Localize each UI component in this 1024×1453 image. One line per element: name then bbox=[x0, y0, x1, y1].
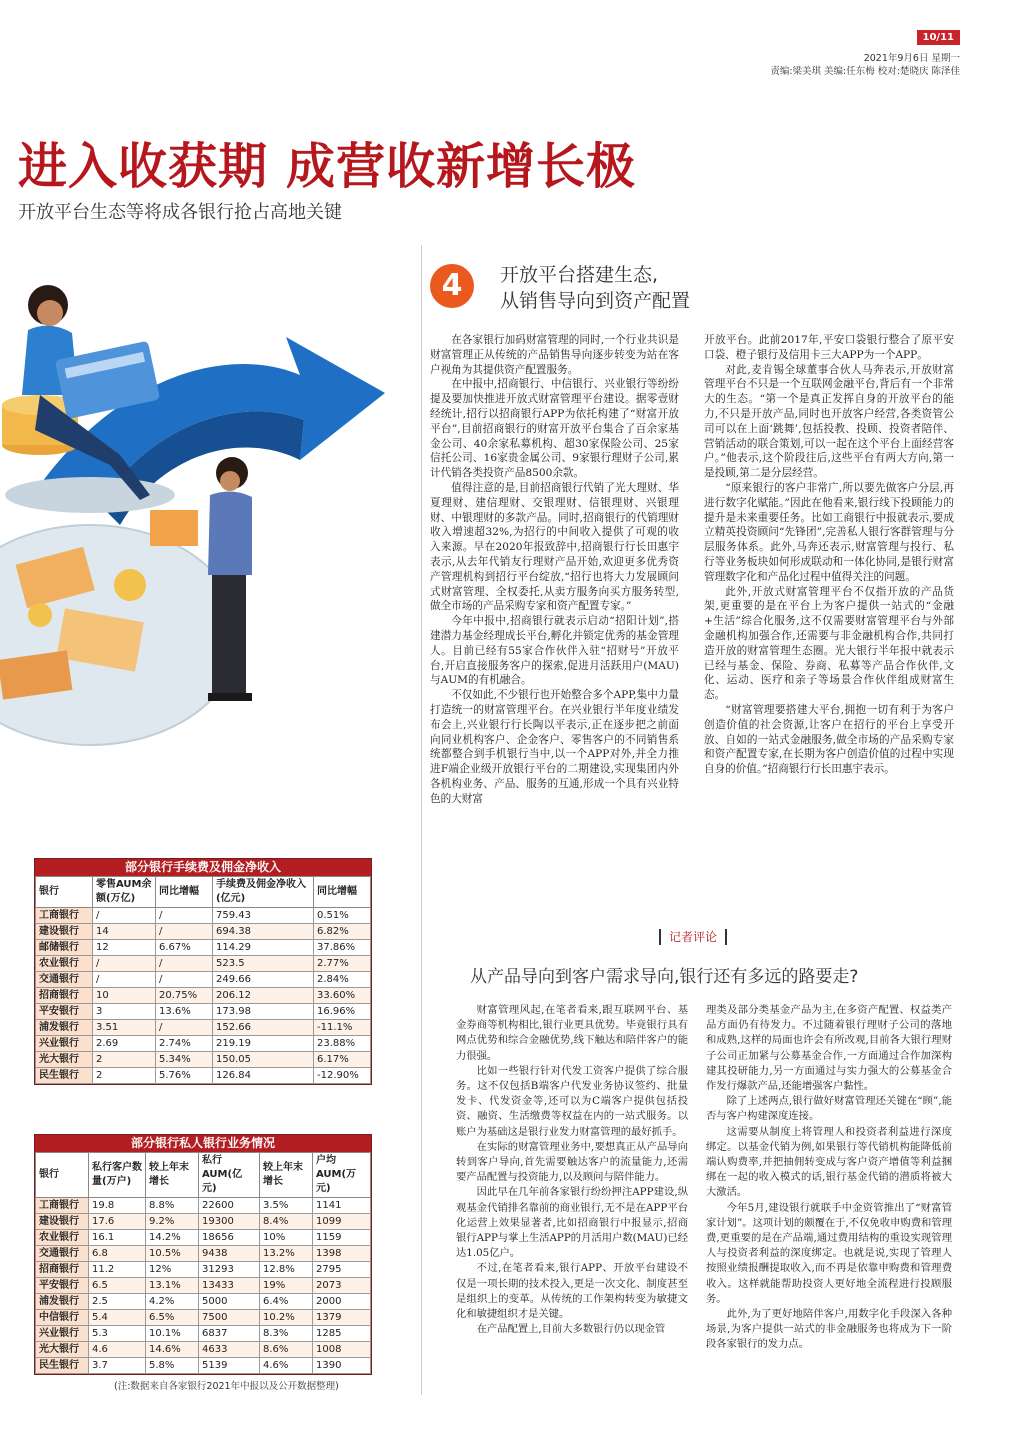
table-cell: 33.60% bbox=[314, 988, 371, 1004]
table-cell: / bbox=[93, 956, 156, 972]
table-cell: 10.2% bbox=[260, 1310, 313, 1326]
section-heading-line1: 开放平台搭建生态, bbox=[500, 264, 659, 286]
paragraph: “原来银行的客户非常广,所以要先做客户分层,再进行数字化赋能。”因此在他看来,银行线下投顾能力的提升是未来重要任务。比如工商银行中报就表示,要成立精英投资顾问“先锋团”,完善私人银行客群管理与分层服务体系。此外,马奔还表示,财富管理与投行、私行等业务板块如何形成联动和一体化协同,是银行财富管理数字化和产品化过程中值得关注的问题。 bbox=[704, 481, 954, 583]
table-row bbox=[36, 1342, 371, 1358]
table-row bbox=[36, 956, 371, 972]
paragraph: 此外,为了更好地陪伴客户,用数字化手段深入各种场景,为客户提供一站式的非金融服务也将成为下一阶段各家银行的发力点。 bbox=[706, 1308, 952, 1351]
column-divider bbox=[421, 245, 422, 1395]
table-row bbox=[36, 1020, 371, 1036]
table-row bbox=[36, 988, 371, 1004]
bank-name-cell: 浦发银行 bbox=[36, 1020, 93, 1036]
column-header: 零售AUM余额(万亿) bbox=[93, 877, 156, 908]
bank-name-cell: 建设银行 bbox=[36, 1214, 89, 1230]
paragraph: 今年中报中,招商银行就表示启动“招阳计划”,搭建潜力基金经理成长平台,孵化并锁定优秀的基金管理人。目前已经有55家合作伙伴入驻“招财号”开放平台,开启直接服务客户的探索,促进月活跃用户(MAU)与AUM的有机融合。 bbox=[430, 615, 679, 687]
table-row bbox=[36, 1052, 371, 1068]
table-cell: 9438 bbox=[199, 1246, 260, 1262]
paragraph: 因此早在几年前各家银行纷纷押注APP建设,纵观基金代销排名靠前的商业银行,无不是在APP平台化运营上效果显著者,比如招商银行中报显示,招商银行APP与掌上生活APP的月活用户数(MAU)已经达1.05亿户。 bbox=[456, 1186, 688, 1260]
table-cell: 2073 bbox=[313, 1278, 371, 1294]
paragraph: 财富管理风起,在笔者看来,跟互联网平台、基金券商等机构相比,银行业更具优势。毕竟银行具有网点优势和综合金融优势,线下触达和陪伴客户的能力很强。 bbox=[456, 1004, 688, 1062]
table-cell: 8.4% bbox=[260, 1214, 313, 1230]
table-cell: 1099 bbox=[313, 1214, 371, 1230]
bank-name-cell: 交通银行 bbox=[36, 972, 93, 988]
table-row bbox=[36, 1198, 371, 1214]
paragraph: 不仅如此,不少银行也开始整合多个APP,集中力量打造统一的财富管理平台。在兴业银行半年度业绩发布会上,兴业银行行长陶以平表示,正在逐步把之前面向同业机构客户、企金客户、零售客户的不同销售系统都整合到手机银行当中,以一个APP对外,并全力推进F端企业级开放银行平台的二期建设,实现集团内外各机构业务、产品、服务的互通,形成一个具有兴业特色的大财富 bbox=[430, 689, 679, 805]
table-row bbox=[36, 1246, 371, 1262]
table-cell: 759.43 bbox=[213, 908, 314, 924]
table-cell: 31293 bbox=[199, 1262, 260, 1278]
table-row bbox=[36, 1004, 371, 1020]
table-cell: 4.6 bbox=[89, 1342, 146, 1358]
table-cell: 3.7 bbox=[89, 1358, 146, 1374]
article-column-2 bbox=[704, 333, 954, 777]
table-cell: 19% bbox=[260, 1278, 313, 1294]
column-header: 户均AUM(万元) bbox=[313, 1153, 371, 1198]
table-cell: / bbox=[156, 972, 213, 988]
table-row bbox=[36, 1278, 371, 1294]
bank-name-cell: 邮储银行 bbox=[36, 940, 93, 956]
page-subtitle: 开放平台生态等将成各银行抢占高地关键 bbox=[18, 202, 342, 223]
table-row bbox=[36, 1358, 371, 1374]
table-cell: 7500 bbox=[199, 1310, 260, 1326]
table-cell: 3.51 bbox=[93, 1020, 156, 1036]
table-cell: 694.38 bbox=[213, 924, 314, 940]
bank-name-cell: 民生银行 bbox=[36, 1068, 93, 1084]
table-cell: 19300 bbox=[199, 1214, 260, 1230]
bank-name-cell: 农业银行 bbox=[36, 1230, 89, 1246]
table-row bbox=[36, 1068, 371, 1084]
table-cell: 19.8 bbox=[89, 1198, 146, 1214]
table-cell: 1379 bbox=[313, 1310, 371, 1326]
table-row bbox=[36, 1326, 371, 1342]
table-cell: 5.3 bbox=[89, 1326, 146, 1342]
table-row bbox=[36, 972, 371, 988]
table-cell: 114.29 bbox=[213, 940, 314, 956]
table-cell: 14 bbox=[93, 924, 156, 940]
table-cell: 13433 bbox=[199, 1278, 260, 1294]
table-cell: 20.75% bbox=[156, 988, 213, 1004]
table-row bbox=[36, 1230, 371, 1246]
paragraph: 理类及部分类基金产品为主,在多资产配置、权益类产品方面仍有待发力。不过随着银行理财子公司的落地和成熟,这样的局面也许会有所改观,目前各大银行理财子公司正加紧与公募基金合作,一方面通过合作加深构建其投研能力,另一方面通过与实力强大的公募基金合作发行爆款产品,还能增强客户黏性。 bbox=[706, 1004, 952, 1093]
bank-name-cell: 中信银行 bbox=[36, 1310, 89, 1326]
paragraph: 此外,开放式财富管理平台不仅指开放的产品货架,更重要的是在平台上为客户提供一站式的“金融+生活”综合化服务,这不仅需要财富管理平台与外部金融机构加强合作,还需要与非金融机构合作,共同打造开放的财富管理生态圈。光大银行半年报中就表示已经与基金、保险、券商、私募等产品合作伙伴,文化、运动、医疗和亲子等场景合作伙伴组成财富生态。 bbox=[704, 585, 954, 702]
table-cell: 12 bbox=[93, 940, 156, 956]
bank-name-cell: 招商银行 bbox=[36, 1262, 89, 1278]
illustration bbox=[0, 255, 420, 755]
table-cell: 6.17% bbox=[314, 1052, 371, 1068]
column-header: 较上年末增长 bbox=[146, 1153, 199, 1198]
page-number: 10/11 bbox=[917, 30, 960, 45]
table-cell: / bbox=[93, 972, 156, 988]
article-column-1 bbox=[430, 333, 679, 807]
table-body bbox=[36, 908, 371, 1084]
commentary-tag: 记者评论 bbox=[659, 929, 727, 945]
table-cell: / bbox=[156, 908, 213, 924]
paragraph: 在实际的财富管理业务中,要想真正从产品导向转到客户导向,首先需要触达客户的流量能力,还需要产品配置与投资能力,以及顾问与陪伴能力。 bbox=[456, 1140, 688, 1184]
table-cell: 150.05 bbox=[213, 1052, 314, 1068]
table-cell: 13.6% bbox=[156, 1004, 213, 1020]
paragraph: 对此,麦肯锡全球董事合伙人马奔表示,开放财富管理平台不只是一个互联网金融平台,背后有一个非常大的生态。“第一个是真正发挥自身的开放平台的能力,不只是开放产品,同时也开放客户经营,各类资管公司可以在上面‘跳舞’,包括投教、投顾、投资者陪伴、营销活动的联合策划,可以一起在这个平台上面经营客户。”他表示,这个阶段往后,这些平台有两大方向,第一是投顾,第二是分层经营。 bbox=[704, 363, 954, 480]
column-header: 同比增幅 bbox=[314, 877, 371, 908]
table-title: 部分银行手续费及佣金净收入 bbox=[35, 859, 371, 876]
table-cell: 9.2% bbox=[146, 1214, 199, 1230]
table-cell: 1398 bbox=[313, 1246, 371, 1262]
commentary-column-2 bbox=[706, 1003, 952, 1353]
column-header: 较上年末增长 bbox=[260, 1153, 313, 1198]
table-row bbox=[36, 908, 371, 924]
table-cell: 6.67% bbox=[156, 940, 213, 956]
table-cell: 2.69 bbox=[93, 1036, 156, 1052]
table-cell: 13.1% bbox=[146, 1278, 199, 1294]
table-cell: 13.2% bbox=[260, 1246, 313, 1262]
table-cell: -11.1% bbox=[314, 1020, 371, 1036]
table-cell: 1390 bbox=[313, 1358, 371, 1374]
table-cell: 10 bbox=[93, 988, 156, 1004]
bank-name-cell: 民生银行 bbox=[36, 1358, 89, 1374]
table-cell: / bbox=[156, 1020, 213, 1036]
table-cell: 6.82% bbox=[314, 924, 371, 940]
table-cell: 1141 bbox=[313, 1198, 371, 1214]
table-cell: 8.3% bbox=[260, 1326, 313, 1342]
table-cell: 8.6% bbox=[260, 1342, 313, 1358]
paragraph: “财富管理要搭建大平台,拥抱一切有利于为客户创造价值的社会资源,让客户在招行的平台上享受开放、自如的一站式金融服务,做全市场的产品采购专家和资产配置专家,在长期为客户创造价值的过程中实现自身的价值。”招商银行行长田惠宇表示。 bbox=[704, 703, 954, 776]
table-cell: 2.77% bbox=[314, 956, 371, 972]
table-cell: 22600 bbox=[199, 1198, 260, 1214]
bank-name-cell: 平安银行 bbox=[36, 1004, 93, 1020]
paragraph: 在各家银行加码财富管理的同时,一个行业共识是财富管理正从传统的产品销售导向逐步转变为站在客户视角为其提供资产配置服务。 bbox=[430, 334, 679, 376]
table-cell: 23.88% bbox=[314, 1036, 371, 1052]
bank-name-cell: 平安银行 bbox=[36, 1278, 89, 1294]
bank-name-cell: 浦发银行 bbox=[36, 1294, 89, 1310]
header-meta bbox=[770, 52, 960, 78]
paragraph: 值得注意的是,目前招商银行代销了光大理财、华夏理财、建信理财、交银理财、信银理财、兴银理财、中银理财的多款产品。同时,招商银行的代销理财收入增速超32%,为招行的中间收入提供了可观的收入来源。早在2020年报致辞中,招商银行行长田惠宇表示,从去年代销友行理财产品开始,欢迎更多优秀资产管理机构到招行平台绽放,“招行也将大力发展顾问式财富管理、全权委托,从卖方服务向买方服务转型,做全市场的产品采购专家和资产配置专家。” bbox=[430, 481, 679, 613]
paragraph: 不过,在笔者看来,银行APP、开放平台建设不仅是一项长期的技术投入,更是一次文化、制度甚至是组织上的变革。从传统的工作架构转变为敏捷文化和敏捷组织才是关键。 bbox=[456, 1262, 688, 1321]
table-cell: 5.34% bbox=[156, 1052, 213, 1068]
table-cell: 6837 bbox=[199, 1326, 260, 1342]
column-header: 私行客户数量(万户) bbox=[89, 1153, 146, 1198]
table-cell: -12.90% bbox=[314, 1068, 371, 1084]
column-header: 手续费及佣金净收入(亿元) bbox=[213, 877, 314, 908]
table-cell: 5139 bbox=[199, 1358, 260, 1374]
table-cell: 1285 bbox=[313, 1326, 371, 1342]
section-number-badge: 4 bbox=[430, 264, 474, 308]
column-header: 同比增幅 bbox=[156, 877, 213, 908]
table-row bbox=[36, 924, 371, 940]
table-cell: 6.8 bbox=[89, 1246, 146, 1262]
table-cell: 5000 bbox=[199, 1294, 260, 1310]
fee-income-table bbox=[34, 858, 372, 1085]
section-heading bbox=[500, 262, 690, 314]
bank-name-cell: 兴业银行 bbox=[36, 1326, 89, 1342]
table-title: 部分银行私人银行业务情况 bbox=[35, 1135, 371, 1152]
table-cell: 0.51% bbox=[314, 908, 371, 924]
commentary-column-1 bbox=[456, 1003, 688, 1337]
table-cell: 126.84 bbox=[213, 1068, 314, 1084]
column-header: 私行AUM(亿元) bbox=[199, 1153, 260, 1198]
page-title: 进入收获期 成营收新增长极 bbox=[18, 137, 637, 195]
table-cell: 1008 bbox=[313, 1342, 371, 1358]
table-cell: 16.96% bbox=[314, 1004, 371, 1020]
table-cell: 206.12 bbox=[213, 988, 314, 1004]
table-cell: 5.4 bbox=[89, 1310, 146, 1326]
table-cell: 12% bbox=[146, 1262, 199, 1278]
table-cell: 152.66 bbox=[213, 1020, 314, 1036]
table-header-row bbox=[36, 877, 371, 908]
bank-name-cell: 光大银行 bbox=[36, 1342, 89, 1358]
table-cell: 37.86% bbox=[314, 940, 371, 956]
table-cell: 173.98 bbox=[213, 1004, 314, 1020]
table-row bbox=[36, 1214, 371, 1230]
bank-name-cell: 工商银行 bbox=[36, 1198, 89, 1214]
table-cell: / bbox=[156, 956, 213, 972]
table-row bbox=[36, 1262, 371, 1278]
paragraph: 在中报中,招商银行、中信银行、兴业银行等纷纷提及要加快推进开放式财富管理平台建设。据零壹财经统计,招行以招商银行APP为依托构建了“财富开放平台”,目前招商银行的财富开放平台集合了百余家基金公司、40余家私募机构、超30家保险公司、25家信托公司、16家贵金属公司、9家银行理财子公司,累计代销各类投资产品8500余款。 bbox=[430, 378, 679, 480]
table-cell: 16.1 bbox=[89, 1230, 146, 1246]
table-cell: 10.5% bbox=[146, 1246, 199, 1262]
private-banking-table bbox=[34, 1134, 372, 1375]
table-cell: 1159 bbox=[313, 1230, 371, 1246]
table-header-row bbox=[36, 1153, 371, 1198]
table-cell: 2795 bbox=[313, 1262, 371, 1278]
table-cell: 8.8% bbox=[146, 1198, 199, 1214]
bank-name-cell: 工商银行 bbox=[36, 908, 93, 924]
bank-name-cell: 光大银行 bbox=[36, 1052, 93, 1068]
table-cell: 4633 bbox=[199, 1342, 260, 1358]
table-cell: 2 bbox=[93, 1052, 156, 1068]
table-cell: 17.6 bbox=[89, 1214, 146, 1230]
paragraph: 今年5月,建设银行就联手中金资管推出了“财富管家计划”。这项计划的颇覆在于,不仅免收申购费和管理费,更重要的是在产品端,通过费用结构的重设实现管理人与投资者利益的深度绑定。也就是说,实现了管理人按照业绩报酬提取收入,而不再是依靠申购费和管理费收入。这样就能帮助投资人更好地全流程进行投顾服务。 bbox=[706, 1201, 952, 1305]
bank-name-cell: 招商银行 bbox=[36, 988, 93, 1004]
table-cell: 219.19 bbox=[213, 1036, 314, 1052]
table-cell: 11.2 bbox=[89, 1262, 146, 1278]
table-cell: 249.66 bbox=[213, 972, 314, 988]
table-body bbox=[36, 1198, 371, 1374]
table-row bbox=[36, 940, 371, 956]
table-cell: 6.5% bbox=[146, 1310, 199, 1326]
table-cell: 5.8% bbox=[146, 1358, 199, 1374]
table-row bbox=[36, 1294, 371, 1310]
bank-name-cell: 农业银行 bbox=[36, 956, 93, 972]
paragraph: 除了上述两点,银行做好财富管理还关键在“顾”,能否与客户构建深度连接。 bbox=[706, 1095, 952, 1123]
table-cell: 2.84% bbox=[314, 972, 371, 988]
table-cell: / bbox=[93, 908, 156, 924]
table-cell: 4.6% bbox=[260, 1358, 313, 1374]
commentary-title: 从产品导向到客户需求导向,银行还有多远的路要走? bbox=[470, 967, 859, 987]
table-cell: 3.5% bbox=[260, 1198, 313, 1214]
table-cell: 2.5 bbox=[89, 1294, 146, 1310]
column-header: 银行 bbox=[36, 1153, 89, 1198]
section-heading-line2: 从销售导向到资产配置 bbox=[500, 290, 691, 312]
paragraph: 比如一些银行针对代发工资客户提供了综合服务。这不仅包括B端客户代发业务协议签约、批量发卡、代发资金等,还可以为C端客户提供包括投资、融资、生活缴费等权益在内的一站式服务。以账户为基础这是银行业发力财富管理的最好抓手。 bbox=[456, 1064, 688, 1138]
table-cell: 2000 bbox=[313, 1294, 371, 1310]
table-cell: 10% bbox=[260, 1230, 313, 1246]
table-cell: 4.2% bbox=[146, 1294, 199, 1310]
table-cell: 523.5 bbox=[213, 956, 314, 972]
table-cell: 6.5 bbox=[89, 1278, 146, 1294]
table-cell: 10.1% bbox=[146, 1326, 199, 1342]
paragraph: 在产品配置上,目前大多数银行仍以现金管 bbox=[476, 1323, 666, 1336]
issue-date: 2021年9月6日 星期一 bbox=[863, 53, 960, 64]
table-cell: 12.8% bbox=[260, 1262, 313, 1278]
bank-name-cell: 交通银行 bbox=[36, 1246, 89, 1262]
table-cell: 14.2% bbox=[146, 1230, 199, 1246]
table-cell: 2 bbox=[93, 1068, 156, 1084]
bank-name-cell: 建设银行 bbox=[36, 924, 93, 940]
table-cell: 3 bbox=[93, 1004, 156, 1020]
table-row bbox=[36, 1310, 371, 1326]
data-source-note: (注:数据来自各家银行2021年中报以及公开数据整理) bbox=[114, 1381, 339, 1392]
column-header: 银行 bbox=[36, 877, 93, 908]
table-cell: 2.74% bbox=[156, 1036, 213, 1052]
paragraph: 这需要从制度上将管理人和投资者利益进行深度绑定。以基金代销为例,如果银行等代销机构能降低前端认购费率,并把抽佣转变成与客户资产增值等利益捆绑在一起的收入模式的话,银行基金代销的潜质将被大大激活。 bbox=[706, 1125, 952, 1199]
table-row bbox=[36, 1036, 371, 1052]
table-cell: 14.6% bbox=[146, 1342, 199, 1358]
table-cell: / bbox=[156, 924, 213, 940]
table-cell: 6.4% bbox=[260, 1294, 313, 1310]
editors-line: 责编:梁美琪 美编:任东梅 校对:楚晓庆 陈泽佳 bbox=[770, 66, 960, 77]
table-cell: 5.76% bbox=[156, 1068, 213, 1084]
bank-name-cell: 兴业银行 bbox=[36, 1036, 93, 1052]
table-cell: 18656 bbox=[199, 1230, 260, 1246]
paragraph: 开放平台。此前2017年,平安口袋银行整合了原平安口袋、橙子银行及信用卡三大APP为一个APP。 bbox=[704, 334, 954, 361]
